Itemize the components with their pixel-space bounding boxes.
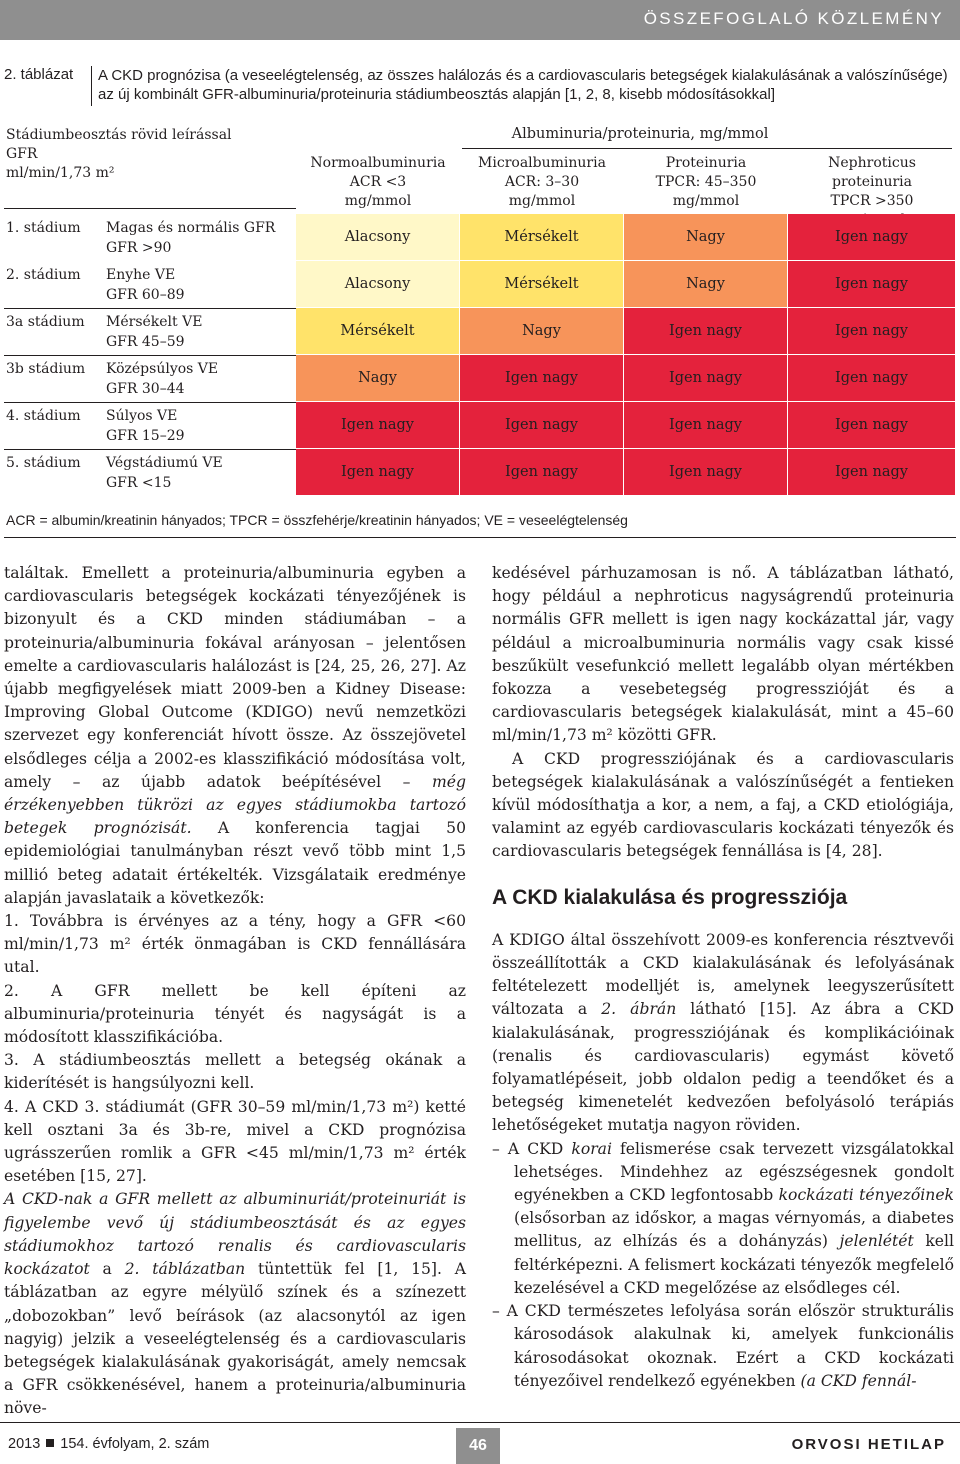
- paragraph: A CKD progressziójának és a cardiovascularis betegségek kialakulásának a valószínűségét a fentieken kívül módosíthatja a kor, a nem, a faj, a CKD etiológiája, valamint az egyéb cardiovascularis kockázati tényezők és cardiovascularis betegségek fennállása is [4, 28].: [492, 749, 954, 861]
- footer-rule: [0, 1422, 960, 1423]
- albuminuria-header: Albuminuria/proteinuria, mg/mmol: [511, 126, 769, 142]
- risk-cell: Alacsony: [296, 214, 460, 261]
- column-header-normo: Normoalbuminuria ACR <3 mg/mmol: [310, 155, 446, 209]
- paragraph: találtak. Emellett a proteinuria/albuminuria egyben a cardiovascularis betegségek kockázati tényezőjének is bizonyult és a CKD minden stádiumában – a proteinuria/albuminuria fokával arányosan – jelentősen emelte a cardiovascularis halálozást is [24, 25, 26, 27]. Az újabb megfigyelések miatt 2009-ben a Kidney Disease: Improving Global Outcome (KDIGO) nevű nemzetközi szervezet egy konferenciát hívott össze. Az összejövetel elsődleges célja a 2002-es klasszifikáció módosítása volt, amely – az újabb adatok beépítésével – még érzékenyebben tükrözi az egyes stádiumokba tartozó betegek prognózisát. A konferencia tagjai 50 epidemiológiai tanulmányban részt vevő több mint 1,5 millió beteg adatait értékelték. Vizsgálataik eredménye alapján javaslataik a következők:: [4, 564, 466, 907]
- risk-cell: Nagy: [460, 308, 624, 355]
- column-header-nephroticus: Nephroticus proteinuria TPCR >350: [828, 155, 916, 209]
- row-divider: [4, 449, 296, 450]
- list-item: 2. A GFR mellett be kell építeni az albuminuria/proteinuria tényét és nagyságát is a módosított klasszifikációba.: [4, 981, 466, 1047]
- risk-cell: Nagy: [624, 261, 788, 308]
- column-header-micro: Microalbuminuria ACR: 3–30 mg/mmol: [478, 155, 606, 209]
- risk-cell: Igen nagy: [296, 449, 460, 496]
- section-title: ÖSSZEFOGLALÓ KÖZLEMÉNY: [643, 9, 944, 28]
- risk-cell: Igen nagy: [788, 402, 956, 449]
- risk-cell: Igen nagy: [788, 261, 956, 308]
- row-stage-desc: Súlyos VE GFR 15–29: [106, 408, 185, 444]
- dash-item: – A CKD korai felismerése csak tervezett vizsgálatokkal lehetséges. Mindehhez az egészségesnek gondolt egyénekben a CKD legfontosabb kockázati tényezőinek (elsősorban az időskor, a magas vérnyomás, a diabetes mellitus, az elhízás és a dohányzás) jelenlétét kell feltérképezni. A felismert kockázati tényezők megfelelő kezelésével a CKD megelőzése az elsődleges cél.: [492, 1139, 955, 1297]
- paragraph: A CKD-nak a GFR mellett az albuminuriát/proteinuriát is figyelembe vevő új stádiumbeosztását és az egyes stádiumokhoz tartozó renalis és cardiovascularis kockázatot a 2. táblázatban tüntettük fel [1, 15]. A táblázatban az egyre mélyülő színek és a színezett „dobozokban” levő beírások (az alacsonytól az igen nagyig) jelzik a veseelégtelenség és a cardiovascularis betegségek kialakulásának gyakoriságát, amely nemcsak a GFR csökkenésével, hanem a proteinuria/albuminuria növe-: [4, 1190, 466, 1418]
- row-stage-label: 2. stádium: [6, 267, 81, 283]
- risk-cell: Igen nagy: [788, 355, 956, 402]
- row-stage-label: 5. stádium: [6, 455, 81, 471]
- row-stage-label: 1. stádium: [6, 220, 81, 236]
- albuminuria-header-rule: [462, 148, 952, 149]
- left-column: [4, 562, 466, 1421]
- page-footer: [0, 1422, 960, 1464]
- risk-cell: Alacsony: [296, 261, 460, 308]
- risk-cell: Mérsékelt: [460, 214, 624, 261]
- risk-cell: Igen nagy: [460, 355, 624, 402]
- dash-item: – A CKD természetes lefolyása során először strukturális károsodások alakulnak ki, amelyek funkcionális károsodásokat okoznak. Ezért a CKD kockázati tényezőivel rendelkező egyénekben (a CKD fennál-: [492, 1302, 954, 1390]
- paragraph: A KDIGO által összehívott 2009-es konferencia résztvevői összeállították a CKD kialakulásának és lefolyásának feltételezett modelljét is, amelynek leegyszerűsített változata a 2. ábrán látható [15]. Az ábra a CKD kialakulásának, progressziójának és komplikációinak (renalis és cardiovascularis) egymást követő folyamatlépéseit, jobb oldalon pedig a teendőket és a betegség kimenetelét kedvezően befolyásoló terápiás lehetőségeket mutatja nagyon röviden.: [492, 930, 954, 1135]
- row-stage-desc: Magas és normális GFR GFR >90: [106, 220, 276, 256]
- row-stage-desc: Mérsékelt VE GFR 45–59: [106, 314, 203, 350]
- risk-cell: Nagy: [624, 214, 788, 261]
- risk-cell: Igen nagy: [788, 214, 956, 261]
- row-stage-desc: Végstádiumú VE GFR <15: [106, 455, 223, 491]
- issue-info: 2013 154. évfolyam, 2. szám: [8, 1436, 210, 1452]
- risk-cell: Igen nagy: [624, 355, 788, 402]
- table-bottom-rule: [4, 537, 956, 538]
- row-stage-label: 3b stádium: [6, 361, 86, 377]
- risk-cell: Igen nagy: [296, 402, 460, 449]
- row-divider: [4, 308, 296, 309]
- risk-cell: Igen nagy: [460, 402, 624, 449]
- row-divider: [4, 402, 296, 403]
- journal-name: ORVOSI HETILAP: [791, 1436, 946, 1453]
- risk-cell: Igen nagy: [460, 449, 624, 496]
- row-stage-desc: Középsúlyos VE GFR 30–44: [106, 361, 219, 397]
- risk-cell: Igen nagy: [788, 449, 956, 496]
- risk-cell: Igen nagy: [624, 308, 788, 355]
- row-stage-label: 4. stádium: [6, 408, 81, 424]
- list-item: 3. A stádiumbeosztás mellett a betegség okának a kiderítését is hangsúlyozni kell.: [4, 1051, 466, 1093]
- row-stage-label: 3a stádium: [6, 314, 85, 330]
- section-heading: A CKD kialakulása és progressziója: [492, 885, 848, 909]
- table-abbreviations: ACR = albumin/kreatinin hányados; TPCR = összfehérje/kreatinin hányados; VE = veseelégtelenség: [6, 512, 628, 528]
- square-bullet-icon: [46, 1439, 54, 1447]
- list-item: 4. A CKD 3. stádiumát (GFR 30–59 ml/min/1,73 m²) ketté kell osztani 3a és 3b-re, mivel a CKD prognózisa ugrásszerűen romlik a GFR <45 ml/min/1,73 m² érték esetében [15, 27].: [4, 1097, 466, 1186]
- risk-cell: Igen nagy: [788, 308, 956, 355]
- risk-cell: Igen nagy: [624, 402, 788, 449]
- risk-cell: Mérsékelt: [296, 308, 460, 355]
- risk-cell: Mérsékelt: [460, 261, 624, 308]
- paragraph: kedésével párhuzamosan is nő. A táblázatban látható, hogy például a nephroticus nagyságrendű proteinuria normális GFR mellett is igen nagy kockázattal jár, vagy például a microalbuminuria normális vagy csak kissé beszűkült vesefunkció mellett legalább olyan mértékben fokozza a vesebetegség progresszióját és a cardiovascularis betegségek kialakulását, mint a 45–60 ml/min/1,73 m² közötti GFR.: [492, 564, 954, 745]
- header-divider: [4, 208, 296, 209]
- risk-cell: Nagy: [296, 355, 460, 402]
- gfr-header: Stádiumbeosztás rövid leírással GFR ml/min/1,73 m²: [6, 127, 232, 181]
- list-item: 1. Továbbra is érvényes az a tény, hogy a GFR <60 ml/min/1,73 m² érték önmagában is CKD fennállására utal.: [4, 912, 466, 977]
- right-column: [492, 562, 954, 1393]
- column-header-protein: Proteinuria TPCR: 45–350 mg/mmol: [655, 155, 757, 209]
- risk-cell: Igen nagy: [624, 449, 788, 496]
- table-label: 2. táblázat: [4, 66, 74, 83]
- page-number: 46: [456, 1428, 500, 1464]
- row-divider: [4, 355, 296, 356]
- risk-table: [0, 122, 960, 500]
- section-header-band: [0, 0, 960, 40]
- row-stage-desc: Enyhe VE GFR 60–89: [106, 267, 185, 303]
- table-caption: A CKD prognózisa (a veseelégtelenség, az összes halálozás és a cardiovascularis betegségek kialakulásának a valószínűsége) az új kombinált GFR-albuminuria/proteinuria stádiumbeosztás alapján [1, 2, 8, kisebb módosításokkal]: [91, 66, 955, 106]
